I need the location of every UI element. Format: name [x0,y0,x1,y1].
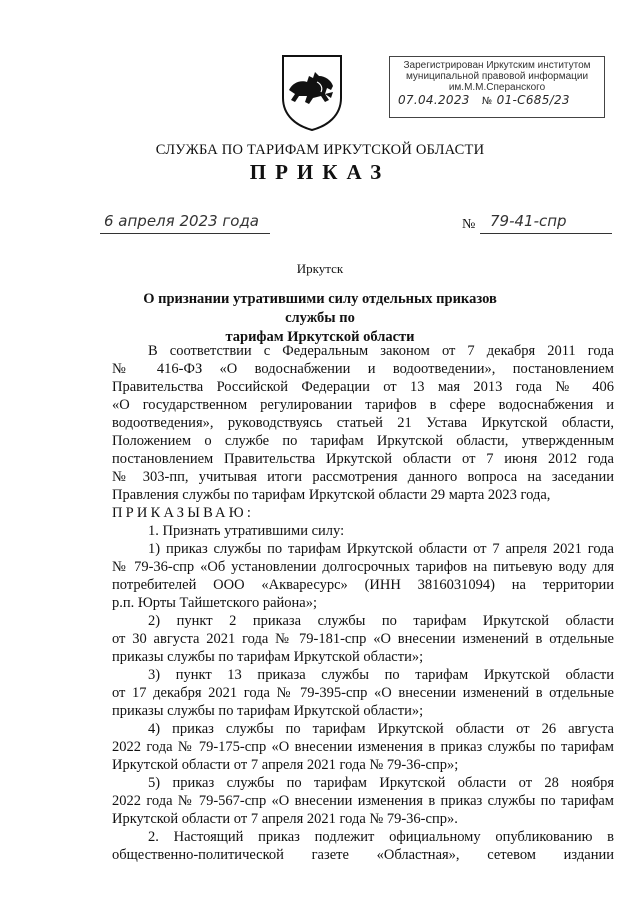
document-body [112,342,614,864]
irkutsk-coat-of-arms-icon [279,54,345,132]
preamble-line: Правления службы по тарифам Иркутской области 29 марта 2023 года, [112,487,551,503]
sub-item-1-line: потребителей ООО «Акваресурс» (ИНН 3816031094) на территории [112,577,614,593]
preamble-line: «О государственном регулировании тарифов в сфере водоснабжения и [112,397,614,413]
stamp-line-3: им.М.М.Сперанского [448,82,546,93]
number-underline [480,233,612,234]
title-line-2: тарифам Иркутской области [225,329,415,345]
stamp-line-1: Зарегистрирован Иркутским институтом [403,60,591,71]
stamp-reg-date: 07.04.2023 [398,93,470,107]
registration-stamp [389,56,605,118]
number-label: № [462,217,476,232]
preamble-line: В соответствии с Федеральным законом от 7 декабря 2011 года [148,343,614,359]
sub-item-4-line: 2022 года № 79-175-спр «О внесении изменения в приказ службы по тарифам [112,739,614,755]
preamble-line: № 303-пп, учитывая итоги рассмотрения данного вопроса на заседании [112,469,614,485]
handwritten-number: 79-41-спр [490,212,567,230]
sub-item-1-line: № 79-36-спр «Об установлении долгосрочных тарифов на питьевую воду для [112,559,614,575]
sub-item-4-line: Иркутской области от 7 апреля 2021 года № 79-36-спр»; [112,757,459,773]
document-title [120,290,520,347]
sub-item-2-line: 2) пункт 2 приказа службы по тарифам Иркутской области [148,613,614,629]
stamp-handwritten-registration [398,95,598,107]
preamble-line: Правительства Российской Федерации от 13 мая 2013 года № 406 [112,379,614,395]
preamble-line: водоотведения», руководствуясь статьей 21 Устава Иркутской области, [112,415,614,431]
item-2-line: общественно-политической газете «Областная», сетевом издании [112,847,614,863]
preamble-line: № 416-ФЗ «О водоснабжении и водоотведении», постановлением [112,361,614,377]
sub-item-5-line: Иркутской области от 7 апреля 2021 года № 79-36-спр». [112,811,458,827]
sub-item-3-line: от 17 декабря 2021 года № 79-395-спр «О внесении изменений в отдельные [112,685,614,701]
preamble-line: Положением о службе по тарифам Иркутской области, утвержденным [112,433,614,449]
preamble-line: постановлением Правительства Иркутской области от 7 июня 2012 года [112,451,614,467]
title-line-1: О признании утратившими силу отдельных приказов службы по [143,291,497,326]
sub-item-5-line: 2022 года № 79-567-спр «О внесении изменения в приказ службы по тарифам [112,793,614,809]
item-2-line: 2. Настоящий приказ подлежит официальному опубликованию в [148,829,614,845]
city-name: Иркутск [296,261,344,276]
sub-item-4-line: 4) приказ службы по тарифам Иркутской области от 26 августа [148,721,614,737]
sub-item-3-line: приказы службы по тарифам Иркутской области»; [112,703,424,719]
decree-word: ПРИКАЗЫВАЮ: [112,505,255,521]
item-1-heading: 1. Признать утратившими силу: [148,523,345,539]
sub-item-2-line: приказы службы по тарифам Иркутской области»; [112,649,424,665]
stamp-reg-no: 01-С685/23 [496,93,570,107]
sub-item-1-line: р.п. Юрты Тайшетского района»; [112,595,317,611]
sub-item-3-line: 3) пункт 13 приказа службы по тарифам Иркутской области [148,667,614,683]
handwritten-date: 6 апреля 2023 года [104,212,260,230]
sub-item-1-line: 1) приказ службы по тарифам Иркутской области от 7 апреля 2021 года [148,541,614,557]
sub-item-5-line: 5) приказ службы по тарифам Иркутской области от 28 ноября [148,775,614,791]
stamp-line-2: муниципальной правовой информации [405,71,589,82]
organization-name: СЛУЖБА ПО ТАРИФАМ ИРКУТСКОЙ ОБЛАСТИ [155,142,485,158]
sub-item-2-line: от 30 августа 2021 года № 79-181-спр «О внесении изменений в отдельные [112,631,614,647]
document-type: ПРИКАЗ [249,160,391,184]
stamp-reg-no-label: № [481,96,493,107]
date-underline [100,233,270,234]
